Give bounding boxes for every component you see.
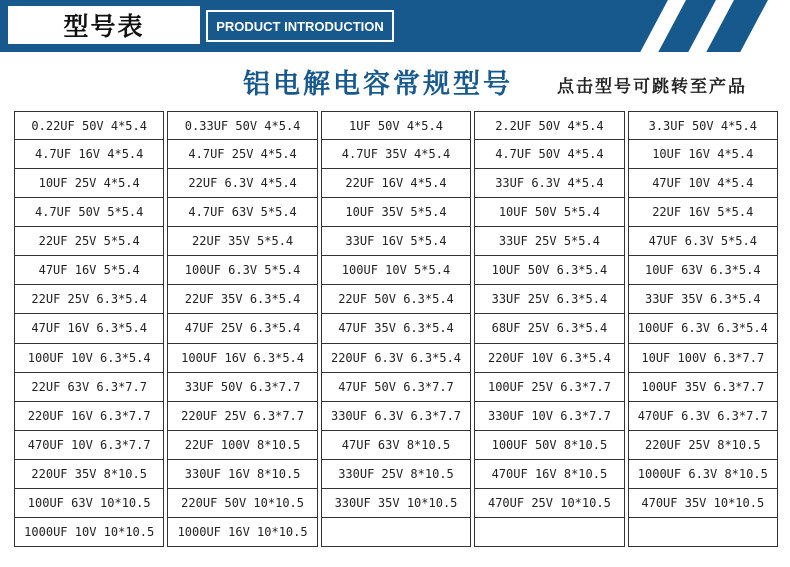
model-link[interactable]: 68UF 25V 6.3*5.4 — [474, 314, 624, 343]
model-link[interactable]: 220UF 35V 8*10.5 — [14, 460, 164, 489]
model-link[interactable]: 3.3UF 50V 4*5.4 — [628, 111, 778, 140]
model-link[interactable]: 100UF 35V 6.3*7.7 — [628, 373, 778, 402]
model-link[interactable]: 22UF 35V 6.3*5.4 — [167, 285, 317, 314]
model-link[interactable]: 33UF 50V 6.3*7.7 — [167, 373, 317, 402]
model-link[interactable]: 4.7UF 50V 5*5.4 — [14, 198, 164, 227]
model-link[interactable]: 100UF 16V 6.3*5.4 — [167, 344, 317, 373]
banner-stripe — [679, 0, 740, 52]
model-link[interactable]: 10UF 50V 6.3*5.4 — [474, 256, 624, 285]
model-link[interactable]: 33UF 25V 5*5.4 — [474, 227, 624, 256]
model-link[interactable]: 10UF 63V 6.3*5.4 — [628, 256, 778, 285]
model-link[interactable]: 100UF 6.3V 6.3*5.4 — [628, 314, 778, 343]
model-link[interactable]: 2.2UF 50V 4*5.4 — [474, 111, 624, 140]
model-link[interactable]: 220UF 16V 6.3*7.7 — [14, 402, 164, 431]
model-link[interactable]: 10UF 25V 4*5.4 — [14, 169, 164, 198]
model-link[interactable]: 47UF 16V 5*5.4 — [14, 256, 164, 285]
model-link[interactable]: 47UF 10V 4*5.4 — [628, 169, 778, 198]
model-link[interactable]: 100UF 63V 10*10.5 — [14, 489, 164, 518]
banner-stripe — [731, 0, 790, 52]
model-link[interactable]: 22UF 63V 6.3*7.7 — [14, 373, 164, 402]
model-link[interactable]: 100UF 10V 5*5.4 — [321, 256, 471, 285]
model-link[interactable]: 33UF 6.3V 4*5.4 — [474, 169, 624, 198]
model-link[interactable]: 47UF 35V 6.3*5.4 — [321, 314, 471, 343]
model-link[interactable]: 47UF 16V 6.3*5.4 — [14, 314, 164, 343]
model-link[interactable]: 4.7UF 16V 4*5.4 — [14, 140, 164, 169]
page-subheading: 点击型号可跳转至产品 — [557, 77, 747, 97]
model-link[interactable]: 470UF 25V 10*10.5 — [474, 489, 624, 518]
model-link[interactable]: 4.7UF 25V 4*5.4 — [167, 140, 317, 169]
model-link[interactable]: 220UF 25V 8*10.5 — [628, 431, 778, 460]
model-link[interactable]: 33UF 16V 5*5.4 — [321, 227, 471, 256]
model-link[interactable]: 470UF 35V 10*10.5 — [628, 489, 778, 518]
model-link[interactable]: 100UF 25V 6.3*7.7 — [474, 373, 624, 402]
model-link[interactable]: 0.33UF 50V 4*5.4 — [167, 111, 317, 140]
model-link[interactable]: 10UF 16V 4*5.4 — [628, 140, 778, 169]
model-link[interactable]: 100UF 6.3V 5*5.4 — [167, 256, 317, 285]
empty-cell — [321, 518, 471, 547]
model-link[interactable]: 33UF 25V 6.3*5.4 — [474, 285, 624, 314]
model-link[interactable]: 10UF 35V 5*5.4 — [321, 198, 471, 227]
model-link[interactable]: 330UF 10V 6.3*7.7 — [474, 402, 624, 431]
model-link[interactable]: 330UF 35V 10*10.5 — [321, 489, 471, 518]
model-link[interactable]: 0.22UF 50V 4*5.4 — [14, 111, 164, 140]
model-link[interactable]: 330UF 6.3V 6.3*7.7 — [321, 402, 471, 431]
model-link[interactable]: 330UF 25V 8*10.5 — [321, 460, 471, 489]
model-link[interactable]: 220UF 10V 6.3*5.4 — [474, 344, 624, 373]
banner-stripe — [631, 0, 692, 52]
model-link[interactable]: 220UF 50V 10*10.5 — [167, 489, 317, 518]
model-link[interactable]: 47UF 63V 8*10.5 — [321, 431, 471, 460]
banner-title: 型号表 — [8, 6, 200, 44]
model-link[interactable]: 100UF 10V 6.3*5.4 — [14, 344, 164, 373]
page-heading: 铝电解电容常规型号 — [243, 69, 513, 100]
model-link[interactable]: 47UF 25V 6.3*5.4 — [167, 314, 317, 343]
model-link[interactable]: 22UF 16V 4*5.4 — [321, 169, 471, 198]
model-link[interactable]: 47UF 6.3V 5*5.4 — [628, 227, 778, 256]
model-link[interactable]: 1000UF 10V 10*10.5 — [14, 518, 164, 547]
empty-cell — [474, 518, 624, 547]
model-link[interactable]: 22UF 25V 5*5.4 — [14, 227, 164, 256]
model-link[interactable]: 4.7UF 63V 5*5.4 — [167, 198, 317, 227]
empty-cell — [628, 518, 778, 547]
model-table — [14, 111, 778, 547]
model-link[interactable]: 470UF 6.3V 6.3*7.7 — [628, 402, 778, 431]
model-link[interactable]: 10UF 100V 6.3*7.7 — [628, 344, 778, 373]
model-link[interactable]: 22UF 25V 6.3*5.4 — [14, 285, 164, 314]
model-link[interactable]: 1000UF 6.3V 8*10.5 — [628, 460, 778, 489]
model-link[interactable]: 330UF 16V 8*10.5 — [167, 460, 317, 489]
model-link[interactable]: 470UF 10V 6.3*7.7 — [14, 431, 164, 460]
model-link[interactable]: 1UF 50V 4*5.4 — [321, 111, 471, 140]
model-link[interactable]: 47UF 50V 6.3*7.7 — [321, 373, 471, 402]
model-link[interactable]: 10UF 50V 5*5.4 — [474, 198, 624, 227]
model-link[interactable]: 4.7UF 35V 4*5.4 — [321, 140, 471, 169]
model-link[interactable]: 4.7UF 50V 4*5.4 — [474, 140, 624, 169]
model-link[interactable]: 22UF 16V 5*5.4 — [628, 198, 778, 227]
model-link[interactable]: 33UF 35V 6.3*5.4 — [628, 285, 778, 314]
model-link[interactable]: 100UF 50V 8*10.5 — [474, 431, 624, 460]
model-link[interactable]: 220UF 6.3V 6.3*5.4 — [321, 344, 471, 373]
product-introduction-label: PRODUCT INTRODUCTION — [206, 10, 394, 42]
model-link[interactable]: 22UF 100V 8*10.5 — [167, 431, 317, 460]
model-link[interactable]: 1000UF 16V 10*10.5 — [167, 518, 317, 547]
model-link[interactable]: 470UF 16V 8*10.5 — [474, 460, 624, 489]
model-link[interactable]: 22UF 35V 5*5.4 — [167, 227, 317, 256]
header-banner — [0, 0, 790, 52]
model-link[interactable]: 220UF 25V 6.3*7.7 — [167, 402, 317, 431]
model-link[interactable]: 22UF 6.3V 4*5.4 — [167, 169, 317, 198]
model-link[interactable]: 22UF 50V 6.3*5.4 — [321, 285, 471, 314]
